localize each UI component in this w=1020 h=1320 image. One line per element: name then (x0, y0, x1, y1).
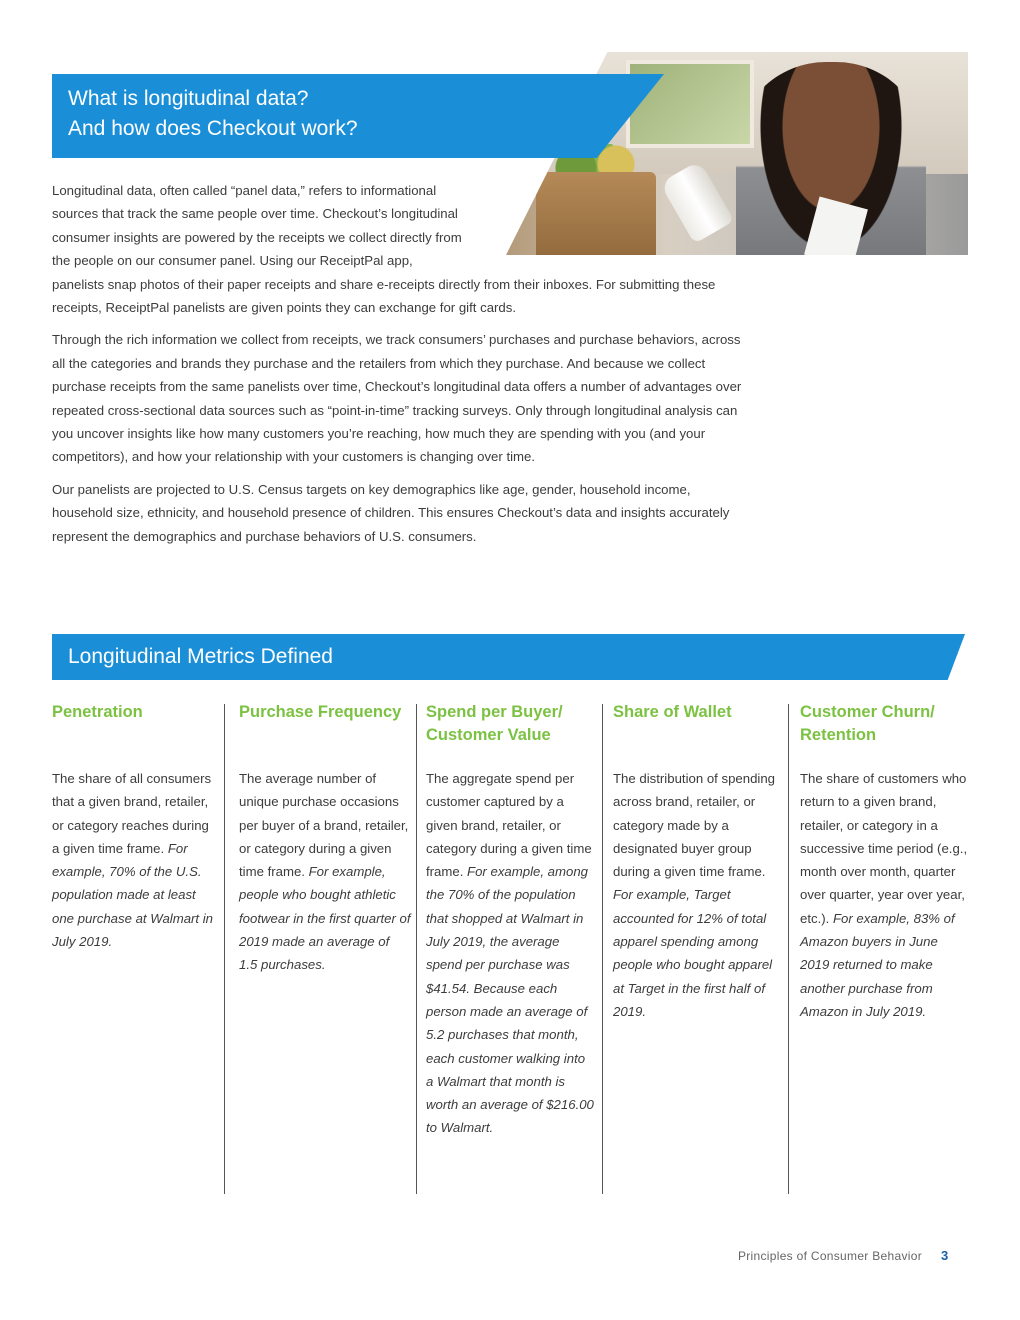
column-divider (224, 704, 225, 1194)
metric-spend-per-buyer (426, 701, 596, 1140)
metric-desc-text: The share of all consumers that a given brand, retailer, or category reaches during a given time frame. (52, 771, 212, 856)
metric-purchase-frequency (239, 701, 411, 977)
metric-title: Purchase Frequency (239, 703, 402, 721)
hero-window (626, 60, 754, 148)
metric-desc-text: The share of customers who return to a given brand, retailer, or category in a successive time period (e.g., month over month, quarter over quarter, year over year, etc.). (800, 771, 968, 926)
section-title-metrics: Longitudinal Metrics Defined (68, 645, 333, 668)
intro-text (52, 179, 742, 557)
metric-title: Spend per Buyer/ Customer Value (426, 703, 563, 744)
metric-desc-text: The aggregate spend per customer captured by a given brand, retailer, or category during a given time frame. (426, 771, 592, 880)
metric-example: For example, among the 70% of the population that shopped at Walmart in July 2019, the average spend per purchase was $41.54. Because each person made an average of 5.2 purchases that month, each customer walking into a Walmart that month is worth an average of $216.00 to Walmart. (426, 864, 594, 1136)
metric-title: Customer Churn/ Retention (800, 703, 935, 744)
photo-spacer (462, 179, 742, 271)
section-title-longitudinal (68, 84, 588, 144)
metric-example: For example, 83% of Amazon buyers in June 2019 returned to make another purchase from Amazon in July 2019. (800, 910, 955, 1019)
intro-paragraph-2: Through the rich information we collect from receipts, we track consumers’ purchases and purchase behaviors, across all the categories and brands they purchase and the retailers from which they purchase. And because we collect purchase receipts from the same panelists over time, Checkout’s longitudinal data offers a number of advantages over repeated cross-sectional data sources such as “point-in-time” tracking surveys. Only through longitudinal analysis can you uncover insights like how many customers you’re reaching, how much they are spending with you (and your competitors), and how your relationship with your customers is changing over time. (52, 332, 742, 465)
metric-title: Share of Wallet (613, 703, 732, 721)
metric-description (800, 767, 968, 1023)
metric-penetration (52, 701, 217, 953)
metric-example: For example, people who bought athletic footwear in the first quarter of 2019 made an average of 1.5 purchases. (239, 864, 411, 973)
footer-document-title: Principles of Consumer Behavior (737, 1249, 922, 1263)
metric-customer-churn (800, 701, 968, 1023)
metric-description (426, 767, 596, 1140)
column-divider (602, 704, 603, 1194)
metric-share-of-wallet (613, 701, 783, 1023)
metric-description (239, 767, 411, 977)
metric-example: For example, 70% of the U.S. population made at least one purchase at Walmart in July 2019. (52, 840, 214, 950)
column-divider (788, 704, 789, 1194)
metric-desc-text: The average number of unique purchase occasions per buyer of a brand, retailer, or category during a given time frame. (239, 771, 409, 880)
metric-title: Penetration (52, 703, 143, 721)
section-title-line2: And how does Checkout work? (68, 117, 358, 140)
intro-paragraph-3: Our panelists are projected to U.S. Census targets on key demographics like age, gender, household income, household size, ethnicity, and household presence of children. This ensures Checkout’s data and insights accurately represent the demographics and purchase behaviors of U.S. consumers. (52, 481, 730, 544)
metric-description (52, 767, 217, 953)
metric-example: For example, Target accounted for 12% of total apparel spending among people who bought apparel at Target in the first half of 2019. (613, 887, 773, 1019)
column-divider (416, 704, 417, 1194)
footer-page-number: 3 (941, 1248, 949, 1263)
section-title-line1: What is longitudinal data? (68, 87, 309, 110)
metric-description (613, 767, 783, 1023)
metric-desc-text: The distribution of spending across brand, retailer, or category made by a designated buyer group during a given time frame. (613, 771, 776, 880)
intro-paragraph-1: Longitudinal data, often called “panel data,” refers to informational sources that track the same people over time. Checkout’s longitudinal consumer insights are powered by the receipts we collect directly from the people on our consumer panel. Using our ReceiptPal app, panelists snap photos of their paper receipts and share e-receipts directly from their inboxes. For submitting these receipts, ReceiptPal panelists are given points they can exchange for gift cards. (52, 183, 716, 316)
